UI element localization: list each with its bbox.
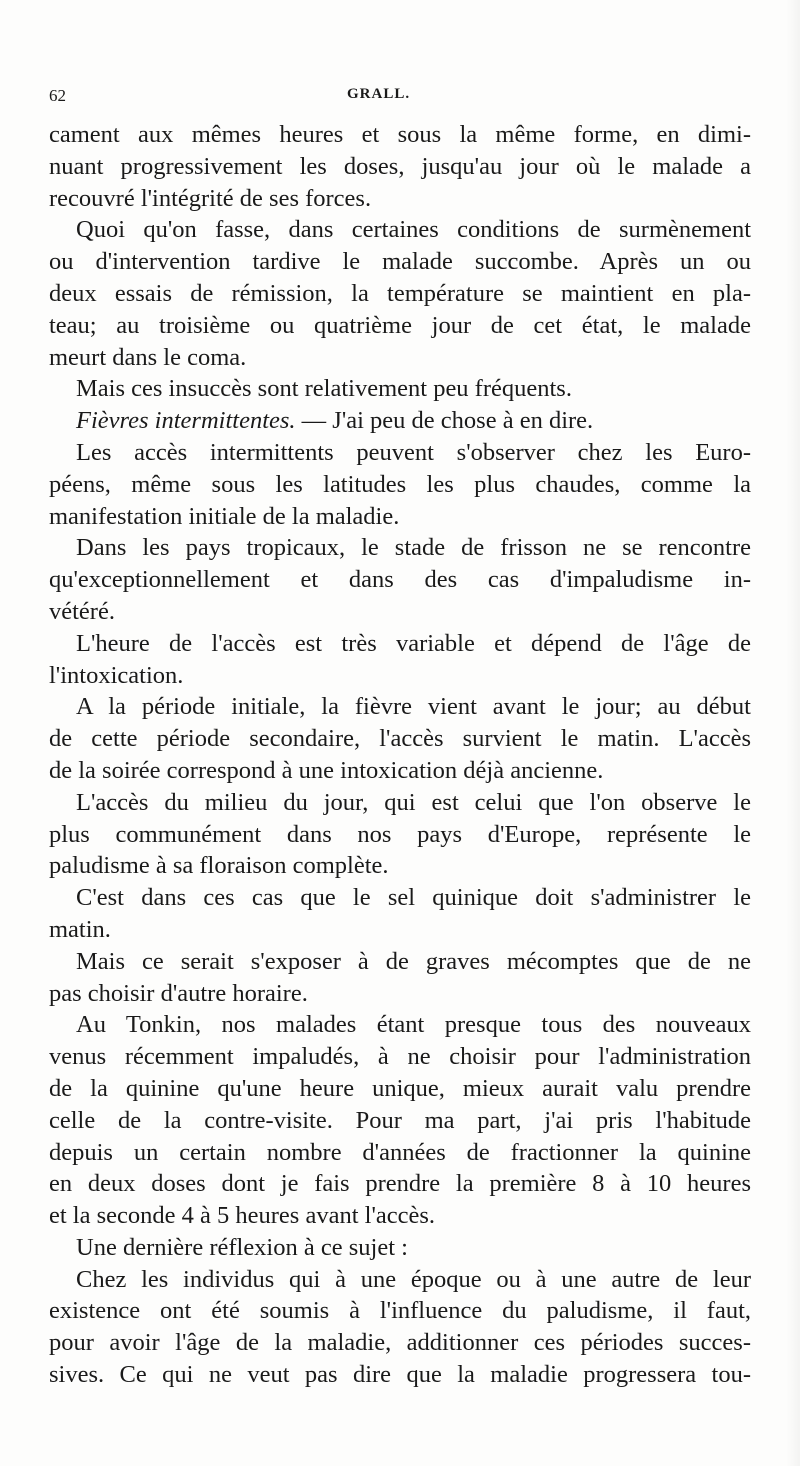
text-line: ou d'intervention tardive le malade succombe. Après un ou bbox=[49, 248, 751, 276]
text-line: de la soirée correspond à une intoxication déjà ancienne. bbox=[49, 756, 604, 784]
page-number: 62 bbox=[49, 86, 66, 105]
text-line: C'est dans ces cas que le sel quinique doit s'administrer le bbox=[76, 884, 751, 912]
text-line: manifestation initiale de la maladie. bbox=[49, 502, 400, 530]
text-line: plus communément dans nos pays d'Europe, représente le bbox=[49, 820, 751, 848]
text-line bbox=[49, 405, 751, 437]
text-line: Une dernière réflexion à ce sujet : bbox=[76, 1233, 408, 1261]
section-intro: — J'ai peu de chose à en dire. bbox=[301, 407, 594, 435]
text-line: qu'exceptionnellement et dans des cas d'impaludisme in- bbox=[49, 566, 751, 594]
text-line: et la seconde 4 à 5 heures avant l'accès. bbox=[49, 1202, 436, 1230]
running-head: GRALL. bbox=[347, 86, 411, 102]
text-line: deux essais de rémission, la température se maintient en pla- bbox=[49, 279, 751, 307]
text-line: cament aux mêmes heures et sous la même forme, en dimi- bbox=[49, 121, 751, 148]
text-line: l'intoxication. bbox=[49, 661, 184, 689]
text-line: Au Tonkin, nos malades étant presque tous des nouveaux bbox=[76, 1011, 751, 1039]
text-line: meurt dans le coma. bbox=[49, 343, 247, 371]
text-line: pour avoir l'âge de la maladie, additionner ces périodes succes- bbox=[49, 1329, 751, 1357]
text-line: sives. Ce qui ne veut pas dire que la maladie progressera tou- bbox=[49, 1361, 751, 1389]
text-line: teau; au troisième ou quatrième jour de cet état, le malade bbox=[49, 311, 751, 339]
text-line: pas choisir d'autre horaire. bbox=[49, 979, 308, 1007]
text-line: péens, même sous les latitudes les plus chaudes, comme la bbox=[49, 470, 751, 498]
text-line: en deux doses dont je fais prendre la première 8 à 10 heures bbox=[49, 1170, 751, 1198]
text-line: Chez les individus qui à une époque ou à une autre de leur bbox=[76, 1265, 751, 1293]
text-line: A la période initiale, la fièvre vient avant le jour; au début bbox=[76, 693, 751, 721]
text-line: L'accès du milieu du jour, qui est celui que l'on observe le bbox=[76, 788, 751, 816]
text-line: celle de la contre-visite. Pour ma part, j'ai pris l'habitude bbox=[49, 1106, 751, 1134]
text-line: depuis un certain nombre d'années de fractionner la quinine bbox=[49, 1138, 751, 1166]
text-line: L'heure de l'accès est très variable et dépend de l'âge de bbox=[76, 629, 751, 657]
text-line: Quoi qu'on fasse, dans certaines conditions de surmènement bbox=[76, 216, 751, 244]
text-line: nuant progressivement les doses, jusqu'au jour où le malade a bbox=[49, 152, 751, 180]
text-line: recouvré l'intégrité de ses forces. bbox=[49, 184, 372, 212]
text-line: Mais ce serait s'exposer à de graves mécomptes que de ne bbox=[76, 947, 751, 975]
text-line: de la quinine qu'une heure unique, mieux aurait valu prendre bbox=[49, 1074, 751, 1102]
text-line: Mais ces insuccès sont relativement peu fréquents. bbox=[76, 375, 572, 403]
section-heading: Fièvres intermittentes. bbox=[76, 407, 296, 435]
body-text bbox=[49, 119, 751, 1391]
text-line: Dans les pays tropicaux, le stade de frisson ne se rencontre bbox=[76, 534, 751, 562]
text-line: venus récemment impaludés, à ne choisir pour l'administration bbox=[49, 1043, 751, 1071]
text-line: matin. bbox=[49, 915, 111, 943]
text-line: Les accès intermittents peuvent s'observer chez les Euro- bbox=[76, 438, 751, 466]
text-line: de cette période secondaire, l'accès survient le matin. L'accès bbox=[49, 725, 751, 753]
text-line: vétéré. bbox=[49, 597, 115, 625]
page-header bbox=[49, 86, 749, 110]
text-line: existence ont été soumis à l'influence du paludisme, il faut, bbox=[49, 1297, 751, 1325]
text-line: paludisme à sa floraison complète. bbox=[49, 852, 389, 880]
